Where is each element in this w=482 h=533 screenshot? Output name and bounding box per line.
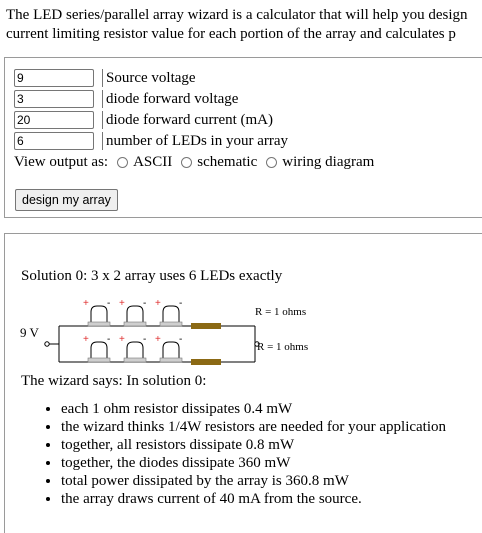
led-r2-1-minus: - <box>107 334 111 345</box>
finding-item: • together, all resistors dissipate 0.8 mW <box>61 436 446 454</box>
radio-schematic-label: schematic <box>197 154 258 170</box>
led-r1-2-minus: - <box>143 298 147 309</box>
wizard-form <box>4 57 482 218</box>
led-r2-2-minus: - <box>143 334 147 345</box>
resistor-label-2: R = 1 ohms <box>257 341 309 353</box>
finding-item: • together, the diodes dissipate 360 mW <box>61 454 446 472</box>
radio-ascii-label: ASCII <box>133 154 173 170</box>
led-r2-3 <box>155 334 182 362</box>
source-voltage-text: 9 V <box>20 325 39 340</box>
led-r2-2-plus: + <box>119 334 125 345</box>
field-row-source-voltage <box>14 68 196 88</box>
source-voltage-label: Source voltage <box>102 69 196 87</box>
finding-item: • each 1 ohm resistor dissipates 0.4 mW <box>61 400 446 418</box>
led-r2-2 <box>119 334 146 362</box>
led-r1-3-plus: + <box>155 298 161 309</box>
finding-item: • the array draws current of 40 mA from the source. <box>61 490 446 508</box>
field-row-forward-voltage <box>14 89 238 109</box>
led-count-label: number of LEDs in your array <box>102 132 288 150</box>
result-panel <box>4 233 482 533</box>
radio-ascii[interactable] <box>117 157 128 168</box>
design-my-array-button[interactable]: design my array <box>15 189 118 211</box>
led-r1-3-minus: - <box>179 298 183 309</box>
findings-list <box>19 400 446 508</box>
led-array-schematic <box>15 298 335 374</box>
radio-wiring-diagram-label: wiring diagram <box>282 154 375 170</box>
led-r2-1-plus: + <box>83 334 89 345</box>
source-terminal-left <box>45 342 49 346</box>
intro-text <box>6 6 482 44</box>
radio-wiring-diagram[interactable] <box>266 157 277 168</box>
output-format-row <box>14 154 374 171</box>
finding-item: • total power dissipated by the array is 360.8 mW <box>61 472 446 490</box>
led-r2-3-plus: + <box>155 334 161 345</box>
led-r1-1-plus: + <box>83 298 89 309</box>
led-r1-2-plus: + <box>119 298 125 309</box>
resistor-row-1 <box>191 323 221 329</box>
forward-voltage-input[interactable] <box>14 90 94 108</box>
led-r1-1-minus: - <box>107 298 111 309</box>
source-voltage-input[interactable] <box>14 69 94 87</box>
led-r2-3-minus: - <box>179 334 183 345</box>
intro-line-1: The LED series/parallel array wizard is a calculator that will help you design <box>6 7 468 23</box>
output-format-label: View output as: <box>14 154 109 170</box>
forward-current-input[interactable] <box>14 111 94 129</box>
finding-item: • the wizard thinks 1/4W resistors are needed for your application <box>61 418 446 436</box>
resistor-label-1: R = 1 ohms <box>255 306 307 318</box>
field-row-forward-current <box>14 110 273 130</box>
forward-current-label: diode forward current (mA) <box>102 111 273 129</box>
solution-title: Solution 0: 3 x 2 array uses 6 LEDs exactly <box>21 268 283 284</box>
led-r2-1 <box>83 334 110 362</box>
led-r1-1 <box>83 298 110 326</box>
field-row-led-count <box>14 131 288 151</box>
wizard-says-heading: The wizard says: In solution 0: <box>21 373 207 389</box>
radio-schematic[interactable] <box>181 157 192 168</box>
resistor-row-2 <box>191 359 221 365</box>
forward-voltage-label: diode forward voltage <box>102 90 238 108</box>
led-r1-2 <box>119 298 146 326</box>
led-r1-3 <box>155 298 182 326</box>
led-count-input[interactable] <box>14 132 94 150</box>
intro-line-2: current limiting resistor value for each portion of the array and calculates p <box>6 26 456 42</box>
